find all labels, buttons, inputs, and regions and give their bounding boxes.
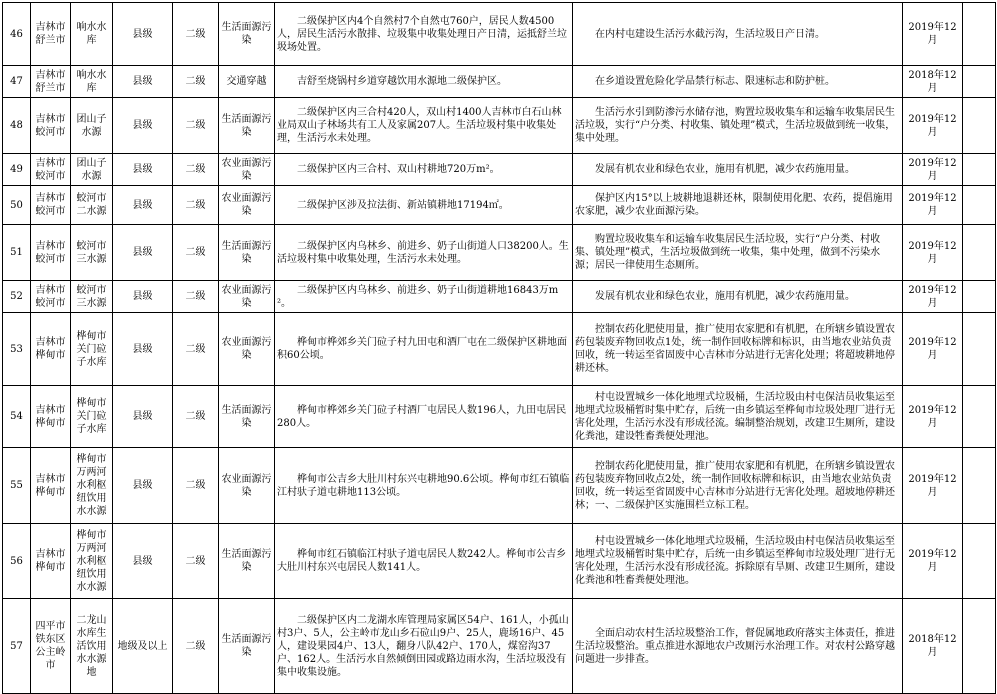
note-cell [963,154,996,186]
city-cell: 吉林市舒兰市 [31,66,71,98]
remediation-measure-cell: 保护区内15°以上坡耕地退耕还林，限制使用化肥、农药，提倡施用农家肥，减少农业面源污染。 [573,186,903,225]
problem-description-cell: 桦甸市桦郊乡关门砬子村酒厂屯居民人数196人，九田屯居民280人。 [275,386,573,448]
pollution-issues-table [2,2,996,694]
pollution-type-cell: 生活面源污染 [219,599,275,694]
source-level-cell: 县级 [113,3,173,66]
table-row [3,386,996,448]
source-level-cell: 县级 [113,66,173,98]
deadline-cell: 2019年12月 [903,225,963,281]
protection-zone-cell: 二级 [173,225,219,281]
source-level-cell: 县级 [113,98,173,154]
pollution-type-cell: 交通穿越 [219,66,275,98]
source-level-cell: 县级 [113,386,173,448]
city-cell: 吉林市桦甸市 [31,386,71,448]
deadline-cell: 2019年12月 [903,186,963,225]
pollution-type-cell: 农业面源污染 [219,313,275,386]
pollution-type-cell: 生活面源污染 [219,225,275,281]
water-source-cell: 桦甸市关门砬子水库 [71,386,113,448]
source-level-cell: 地级及以上 [113,599,173,694]
deadline-cell: 2019年12月 [903,98,963,154]
row-number: 52 [3,281,31,313]
deadline-cell: 2019年12月 [903,386,963,448]
deadline-cell: 2019年12月 [903,3,963,66]
problem-description-cell: 二级保护区内4个自然村7个自然屯760户，居民人数4500人，居民生活污水散排、垃圾集中收集处理日产日清，运抵舒兰垃圾场处置。 [275,3,573,66]
city-cell: 吉林市桦甸市 [31,313,71,386]
protection-zone-cell: 二级 [173,66,219,98]
city-cell: 吉林市舒兰市 [31,3,71,66]
city-cell: 吉林市蛟河市 [31,154,71,186]
table-row [3,448,996,524]
row-number: 46 [3,3,31,66]
water-source-cell: 桦甸市万两河水利枢纽饮用水水源 [71,524,113,599]
source-level-cell: 县级 [113,524,173,599]
deadline-cell: 2019年12月 [903,154,963,186]
city-cell: 四平市铁东区公主岭市 [31,599,71,694]
water-source-cell: 蛟河市二水源 [71,186,113,225]
problem-description-cell: 二级保护区内乌林乡、前进乡、奶子山街道耕地16843万m²。 [275,281,573,313]
note-cell [963,386,996,448]
table-row [3,225,996,281]
deadline-cell: 2019年12月 [903,281,963,313]
protection-zone-cell: 二级 [173,3,219,66]
pollution-type-cell: 农业面源污染 [219,281,275,313]
remediation-measure-cell: 村屯设置城乡一体化地埋式垃圾桶，生活垃圾由村屯保洁员收集运至地埋式垃圾桶暂时集中贮存，后统一由乡镇运至桦甸市垃圾处理厂进行无害化处理，生活污水没有形成径流。编制整治规划，改建卫生厕所，建设化粪池，建设牲畜粪便处理池。 [573,386,903,448]
pollution-type-cell: 生活面源污染 [219,3,275,66]
water-source-cell: 团山子水源 [71,98,113,154]
protection-zone-cell: 二级 [173,313,219,386]
water-source-cell: 蛟河市三水源 [71,281,113,313]
problem-description-cell: 二级保护区内三合村420人，双山村1400人吉林市白石山林业局双山子林场共有工人及家属207人。生活垃圾村集中收集处理，生活污水未处理。 [275,98,573,154]
table-row [3,599,996,694]
pollution-type-cell: 生活面源污染 [219,524,275,599]
protection-zone-cell: 二级 [173,281,219,313]
deadline-cell: 2018年12月 [903,66,963,98]
row-number: 55 [3,448,31,524]
note-cell [963,448,996,524]
pollution-type-cell: 农业面源污染 [219,448,275,524]
row-number: 47 [3,66,31,98]
water-source-cell: 桦甸市关门砬子水库 [71,313,113,386]
deadline-cell: 2019年12月 [903,524,963,599]
pollution-type-cell: 生活面源污染 [219,386,275,448]
source-level-cell: 县级 [113,313,173,386]
water-source-cell: 蛟河市三水源 [71,225,113,281]
city-cell: 吉林市桦甸市 [31,524,71,599]
water-source-cell: 桦甸市万两河水利枢纽饮用水水源 [71,448,113,524]
source-level-cell: 县级 [113,154,173,186]
water-source-cell: 响水水库 [71,66,113,98]
remediation-measure-cell: 村屯设置城乡一体化地埋式垃圾桶，生活垃圾由村屯保洁员收集运至地埋式垃圾桶暂时集中贮存，后统一由乡镇运至桦甸市垃圾处理厂进行无害化处理，生活污水没有形成径流。拆除原有旱厕、改建卫生厕所，建设化粪池和牲畜粪便处理池。 [573,524,903,599]
problem-description-cell: 二级保护区内三合村、双山村耕地720万m²。 [275,154,573,186]
problem-description-cell: 二级保护区涉及拉法街、新站镇耕地17194㎡。 [275,186,573,225]
source-level-cell: 县级 [113,281,173,313]
remediation-measure-cell: 控制农药化肥使用量，推广使用农家肥和有机肥，在所辖乡镇设置农药包装废弃物回收点1处，统一制作回收标牌和标识，由当地农业站负责回收，统一转运至省固废中心吉林市分站进行无害化处理；将超坡耕地停耕还林。 [573,313,903,386]
remediation-measure-cell: 发展有机农业和绿色农业，施用有机肥，减少农药施用量。 [573,281,903,313]
city-cell: 吉林市蛟河市 [31,281,71,313]
problem-description-cell: 桦甸市红石镇临江村驮子道屯居民人数242人。桦甸市公吉乡大肚川村东兴屯居民人数141人。 [275,524,573,599]
water-source-cell: 二龙山水库生活饮用水水源地 [71,599,113,694]
pollution-type-cell: 农业面源污染 [219,186,275,225]
protection-zone-cell: 二级 [173,599,219,694]
table-row [3,98,996,154]
table-row [3,3,996,66]
city-cell: 吉林市蛟河市 [31,186,71,225]
note-cell [963,66,996,98]
remediation-measure-cell: 全面启动农村生活垃圾整治工作，督促属地政府落实主体责任，推进生活垃圾整治。重点推进水源地农户改厕污水治理工作。对农村公路穿越问题进一步排查。 [573,599,903,694]
row-number: 50 [3,186,31,225]
deadline-cell: 2019年12月 [903,448,963,524]
table-row [3,281,996,313]
pollution-type-cell: 生活面源污染 [219,98,275,154]
table-row [3,313,996,386]
row-number: 56 [3,524,31,599]
remediation-measure-cell: 生活污水引到防渗污水储存池，购置垃圾收集车和运输车收集居民生活垃圾，实行“户分类、村收集、镇处理”模式，生活垃圾做到统一收集，集中处理。 [573,98,903,154]
note-cell [963,599,996,694]
note-cell [963,524,996,599]
remediation-measure-cell: 在乡道设置危险化学品禁行标志、限速标志和防护桩。 [573,66,903,98]
protection-zone-cell: 二级 [173,98,219,154]
city-cell: 吉林市蛟河市 [31,98,71,154]
source-level-cell: 县级 [113,225,173,281]
problem-description-cell: 吉舒至烧锅村乡道穿越饮用水源地二级保护区。 [275,66,573,98]
problem-description-cell: 二级保护区内二龙湖水库管理局家属区54户、161人，小孤山村3户、5人，公主岭市龙山乡石砬山9户、25人，鹿场16户、45人，建设果园4户、13人，翻身八队42户、170人，煤窑沟37户、162人。生活污水自然倾倒田园或路边雨水沟，生活垃圾没有集中收集设施。 [275,599,573,694]
remediation-measure-cell: 发展有机农业和绿色农业，施用有机肥，减少农药施用量。 [573,154,903,186]
table-row [3,66,996,98]
protection-zone-cell: 二级 [173,524,219,599]
deadline-cell: 2019年12月 [903,313,963,386]
city-cell: 吉林市蛟河市 [31,225,71,281]
row-number: 48 [3,98,31,154]
problem-description-cell: 二级保护区内乌林乡、前进乡、奶子山街道人口38200人。生活垃圾村集中收集处理，生活污水未处理。 [275,225,573,281]
problem-description-cell: 桦甸市公吉乡大肚川村东兴屯耕地90.6公顷。桦甸市红石镇临江村驮子道屯耕地113公顷。 [275,448,573,524]
deadline-cell: 2018年12月 [903,599,963,694]
note-cell [963,3,996,66]
row-number: 57 [3,599,31,694]
pollution-type-cell: 农业面源污染 [219,154,275,186]
protection-zone-cell: 二级 [173,154,219,186]
note-cell [963,281,996,313]
source-level-cell: 县级 [113,186,173,225]
city-cell: 吉林市桦甸市 [31,448,71,524]
row-number: 53 [3,313,31,386]
problem-description-cell: 桦甸市桦郊乡关门砬子村九田屯和酒厂屯在二级保护区耕地面积60公顷。 [275,313,573,386]
row-number: 54 [3,386,31,448]
row-number: 51 [3,225,31,281]
protection-zone-cell: 二级 [173,186,219,225]
water-source-cell: 响水水库 [71,3,113,66]
remediation-measure-cell: 控制农药化肥使用量，推广使用农家肥和有机肥，在所辖乡镇设置农药包装废弃物回收点2处，统一制作回收标牌和标识，由当地农业站负责回收，统一转运至省固废中心吉林市分站进行无害化处理。超坡地停耕还林；一、二级保护区实施围栏立标工程。 [573,448,903,524]
row-number: 49 [3,154,31,186]
note-cell [963,186,996,225]
table-row [3,154,996,186]
table-row [3,524,996,599]
remediation-measure-cell: 在内村屯建设生活污水截污沟，生活垃圾日产日清。 [573,3,903,66]
note-cell [963,98,996,154]
protection-zone-cell: 二级 [173,386,219,448]
table-row [3,186,996,225]
source-level-cell: 县级 [113,448,173,524]
water-source-cell: 团山子水源 [71,154,113,186]
remediation-measure-cell: 购置垃圾收集车和运输车收集居民生活垃圾，实行“户分类、村收集、镇处理”模式，生活垃圾做到统一收集，集中处理，做到不污染水源；居民一律使用生态厕所。 [573,225,903,281]
protection-zone-cell: 二级 [173,448,219,524]
note-cell [963,225,996,281]
note-cell [963,313,996,386]
